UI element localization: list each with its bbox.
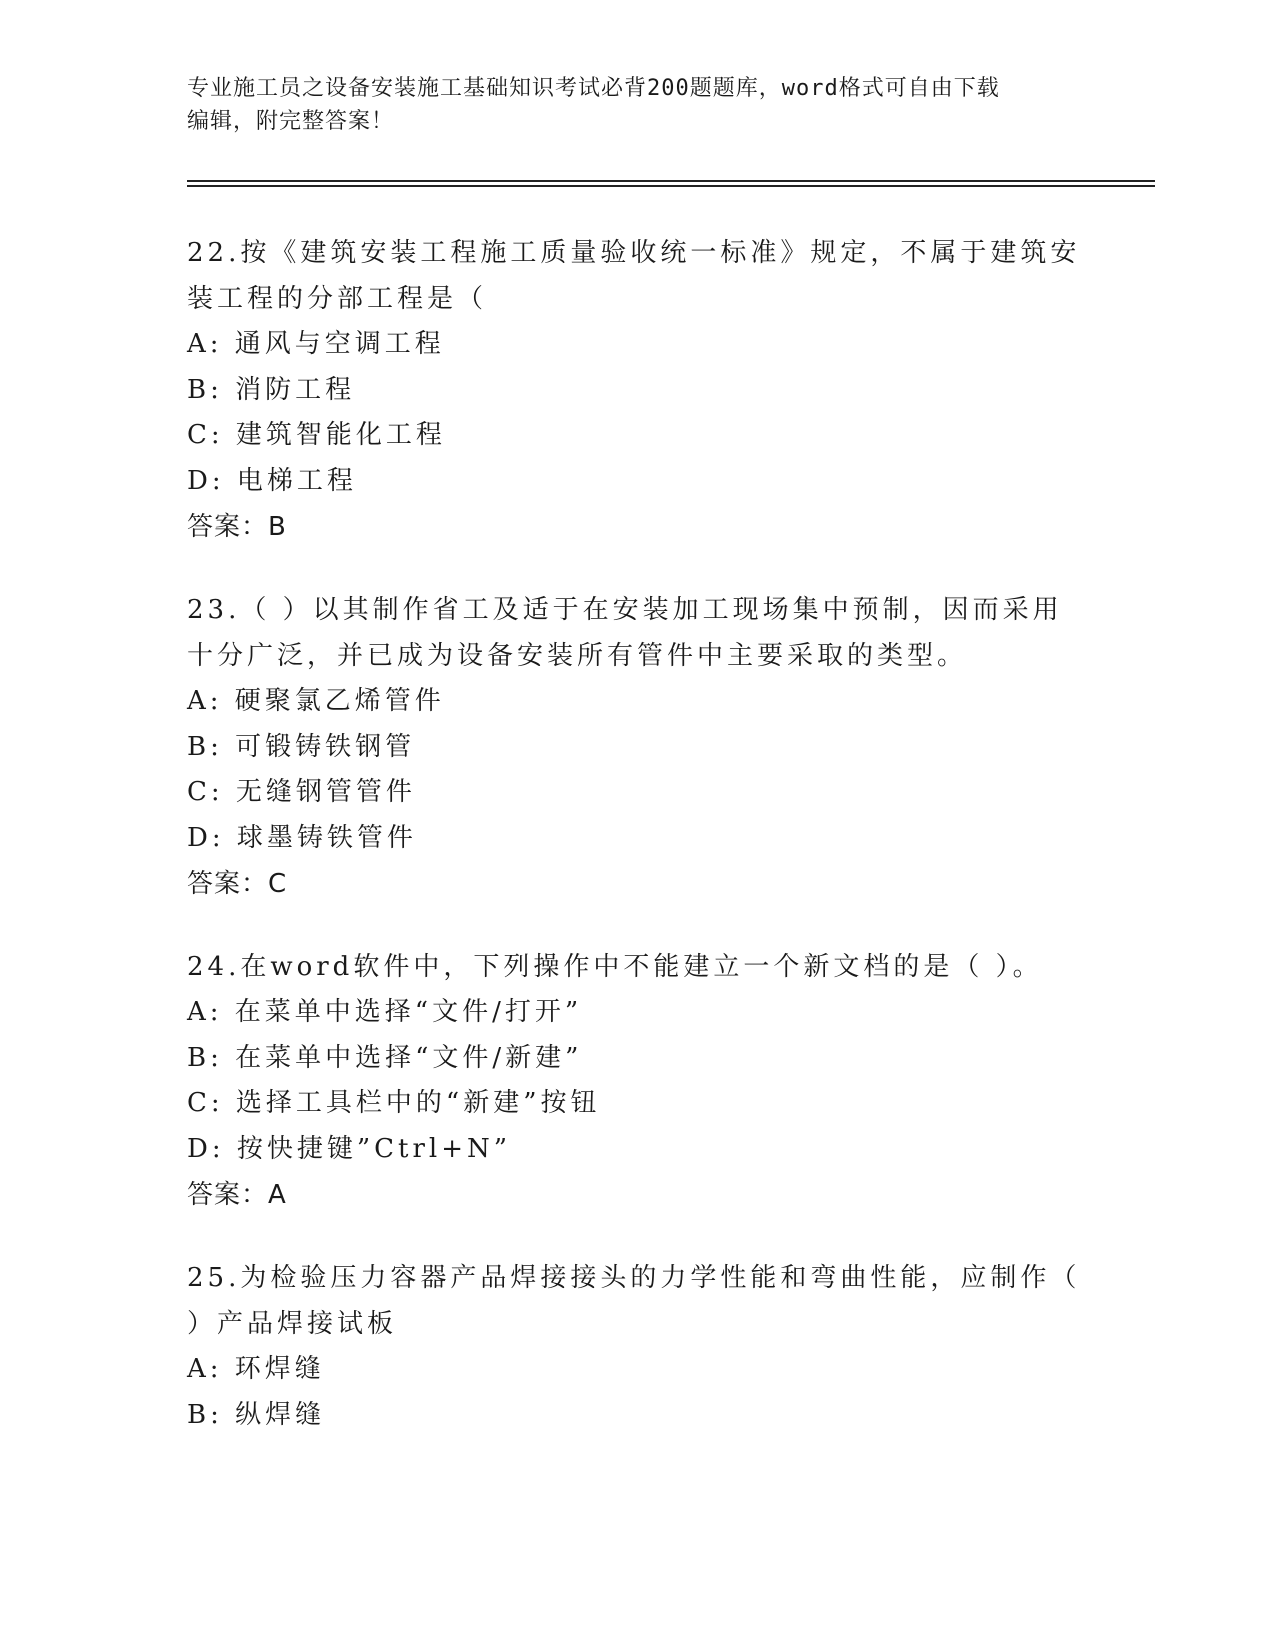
option-b: B: 纵焊缝 — [187, 1399, 326, 1430]
question-23 — [187, 587, 1087, 907]
header-divider-bottom — [187, 185, 1155, 187]
answer-line: 答案：C — [187, 869, 288, 899]
option-b: B: 消防工程 — [187, 374, 356, 405]
option-b: B: 可锻铸铁钢管 — [187, 731, 416, 762]
option-c: C: 建筑智能化工程 — [187, 420, 446, 450]
option-a: A: 硬聚氯乙烯管件 — [187, 686, 445, 716]
question-24 — [187, 944, 1087, 1218]
option-d: D: 按快捷键”Ctrl+N” — [187, 1133, 512, 1164]
question-stem: 25.为检验压力容器产品焊接接头的力学性能和弯曲性能，应制作（ ）产品焊接试板 — [187, 1263, 1081, 1339]
question-stem: 24.在word软件中，下列操作中不能建立一个新文档的是（ ）。 — [187, 952, 1043, 982]
option-c: C: 无缝钢管管件 — [187, 777, 416, 807]
header-divider-top — [187, 180, 1155, 182]
header-title-line-1: 专业施工员之设备安装施工基础知识考试必背200题题库，word格式可自由下载 — [187, 76, 1000, 101]
option-a: A: 在菜单中选择“文件/打开” — [187, 997, 583, 1027]
header-title-line-2: 编辑，附完整答案！ — [187, 109, 395, 134]
answer-line: 答案：A — [187, 1180, 287, 1210]
document-header — [187, 72, 1087, 138]
option-c: C: 选择工具栏中的“新建”按钮 — [187, 1088, 601, 1118]
question-list — [187, 230, 1087, 1475]
question-stem: 23.（ ）以其制作省工及适于在安装加工现场集中预制，因而采用十分广泛，并已成为设备安装所有管件中主要采取的类型。 — [187, 595, 1063, 671]
option-a: A: 通风与空调工程 — [187, 329, 445, 359]
question-25 — [187, 1255, 1087, 1438]
option-b: B: 在菜单中选择“文件/新建” — [187, 1042, 583, 1073]
question-22 — [187, 230, 1087, 550]
option-d: D: 球墨铸铁管件 — [187, 822, 417, 853]
question-stem: 22.按《建筑安装工程施工质量验收统一标准》规定，不属于建筑安装工程的分部工程是（ — [187, 238, 1081, 314]
answer-line: 答案：B — [187, 512, 287, 542]
option-d: D: 电梯工程 — [187, 465, 357, 496]
option-a: A: 环焊缝 — [187, 1354, 325, 1384]
